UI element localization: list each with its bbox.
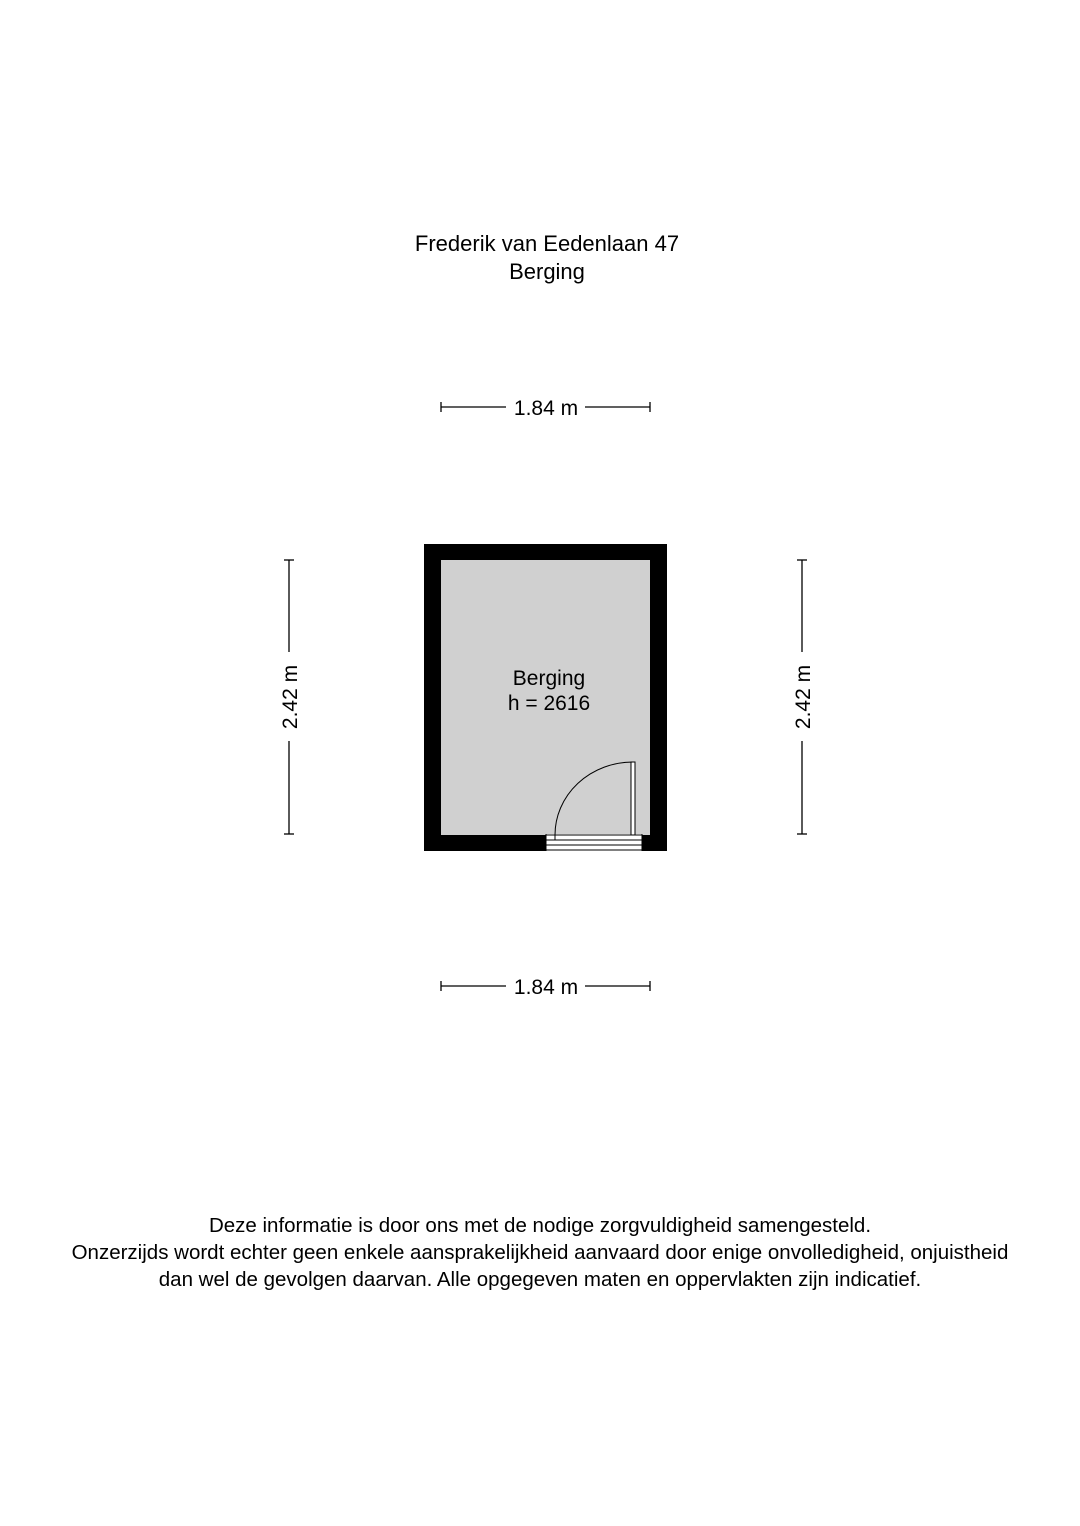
room-name-label: Berging	[512, 667, 586, 690]
floor-label: Berging	[509, 259, 585, 284]
dimension-top	[441, 397, 650, 420]
dimension-top-label: 1.84 m	[513, 397, 579, 420]
dimension-right-label: 2.42 m	[792, 664, 815, 730]
address-label: Frederik van Eedenlaan 47	[414, 231, 680, 256]
disclaimer-line: Deze informatie is door ons met de nodige zorgvuldigheid samengesteld.	[208, 1214, 872, 1237]
disclaimer	[0, 1212, 1080, 1293]
dimension-bottom	[441, 976, 650, 999]
door-opening	[546, 834, 642, 852]
disclaimer-line: dan wel de gevolgen daarvan. Alle opgegeven maten en oppervlakten zijn indicatief.	[158, 1268, 922, 1291]
dimension-bottom-label: 1.84 m	[513, 976, 579, 999]
dimension-left	[279, 560, 302, 834]
disclaimer-line: Onzerzijds wordt echter geen enkele aansprakelijkheid aanvaard door enige onvolledigheid, onjuistheid	[71, 1241, 1009, 1264]
room-height-label: h = 2616	[507, 692, 591, 715]
room-berging	[424, 544, 667, 852]
dimension-right	[792, 560, 815, 834]
dimension-left-label: 2.42 m	[279, 664, 302, 730]
